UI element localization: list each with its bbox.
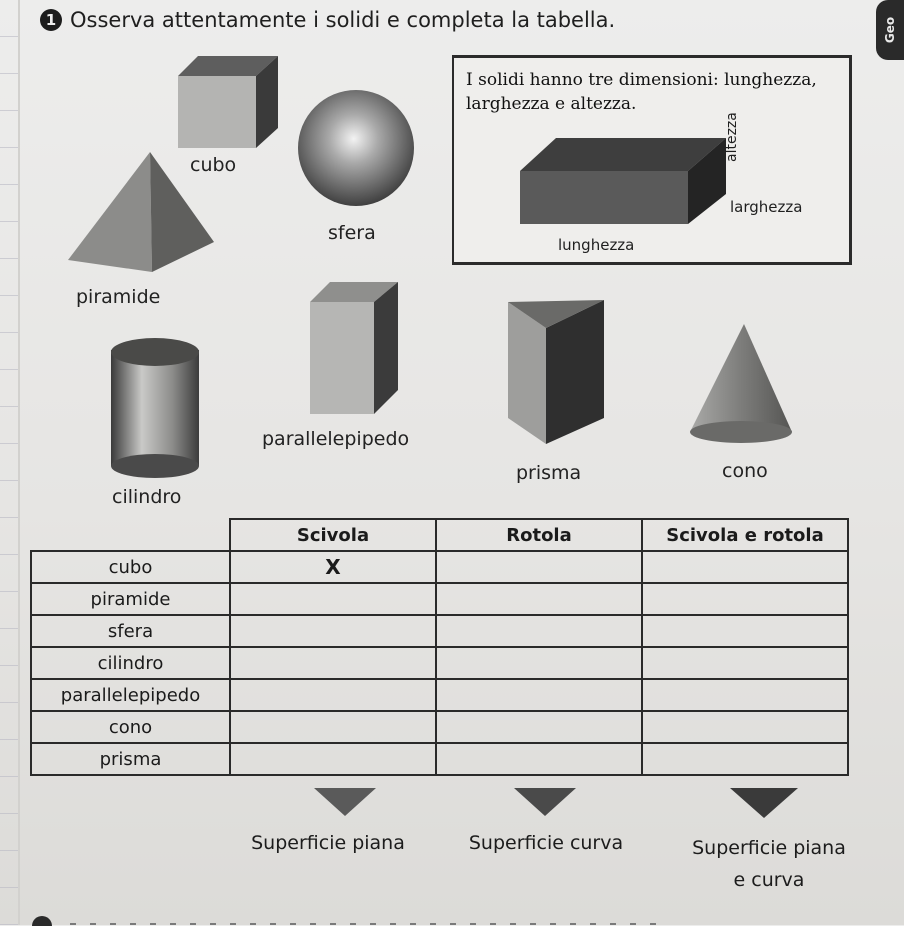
table-cell[interactable] [436,743,642,775]
table-cell[interactable] [230,679,436,711]
footer-superficie-curva: Superficie curva [468,832,624,854]
table-cell[interactable] [642,743,848,775]
dimensions-description: I solidi hanno tre dimensioni: lunghezza, larghezza e altezza. [466,70,817,114]
table-cell[interactable] [436,711,642,743]
exercise-instruction: Osserva attentamente i solidi e completa la tabella. [70,8,616,32]
column-header-scivola: Scivola [230,519,436,551]
table-cell[interactable] [436,647,642,679]
row-label: prisma [31,743,230,775]
table-corner [31,519,230,551]
table-cell[interactable] [642,615,848,647]
arrow-down-icon [510,784,580,820]
table-row [31,583,848,615]
pyramid-illustration [66,150,216,274]
table-cell[interactable] [642,679,848,711]
row-label: sfera [31,615,230,647]
table-cell[interactable] [436,551,642,583]
notebook-grid-margin [0,0,20,925]
next-exercise-cutoff [30,912,670,926]
cone-illustration [688,322,796,446]
column-header-rotola: Rotola [436,519,642,551]
table-cell[interactable] [436,583,642,615]
label-parallelepipedo: parallelepipedo [262,428,410,450]
row-label: piramide [31,583,230,615]
label-prisma: prisma [516,462,582,484]
table-cell[interactable] [642,583,848,615]
label-lunghezza: lunghezza [558,236,635,254]
label-altezza: altezza [724,112,740,162]
table-row [31,679,848,711]
cube-illustration [176,52,280,152]
row-label: cilindro [31,647,230,679]
table-cell[interactable] [230,615,436,647]
cylinder-illustration [108,334,202,482]
solids-table [30,518,849,776]
table-row [31,551,848,583]
row-label: cono [31,711,230,743]
page-edge [18,0,20,925]
row-label: parallelepipedo [31,679,230,711]
dimensions-info-box [452,55,852,265]
table-row [31,615,848,647]
table-cell[interactable] [436,615,642,647]
arrow-down-icon [726,784,802,822]
sphere-illustration [296,90,416,210]
arrow-down-icon [310,784,380,820]
table-cell[interactable] [230,743,436,775]
table-cell[interactable] [436,679,642,711]
table-cell[interactable] [230,711,436,743]
table-row [31,711,848,743]
label-larghezza: larghezza [730,198,803,216]
table-cell[interactable] [642,647,848,679]
table-cell[interactable] [230,583,436,615]
footer-line-2: e curva [733,869,805,891]
table-cell[interactable] [642,551,848,583]
table-header-row [31,519,848,551]
table-cell[interactable] [642,711,848,743]
table-cell[interactable] [230,647,436,679]
section-side-tab [876,0,904,60]
table-row [31,647,848,679]
exercise-number-badge: 1 [40,9,62,31]
label-piramide: piramide [76,286,161,308]
label-cubo: cubo [190,154,237,176]
exercise-header [40,8,615,32]
table-row [31,743,848,775]
row-label: cubo [31,551,230,583]
parallelepiped-illustration [308,280,400,416]
table-cell[interactable]: X [230,551,436,583]
label-sfera: sfera [328,222,376,244]
footer-superficie-piana-e-curva [672,832,866,896]
footer-line-1: Superficie piana [692,837,846,859]
label-cilindro: cilindro [112,486,182,508]
prism-illustration [506,298,606,446]
label-cono: cono [722,460,768,482]
side-tab-label: Geo [882,16,897,44]
footer-superficie-piana: Superficie piana [251,832,405,854]
column-header-scivola-e-rotola: Scivola e rotola [642,519,848,551]
